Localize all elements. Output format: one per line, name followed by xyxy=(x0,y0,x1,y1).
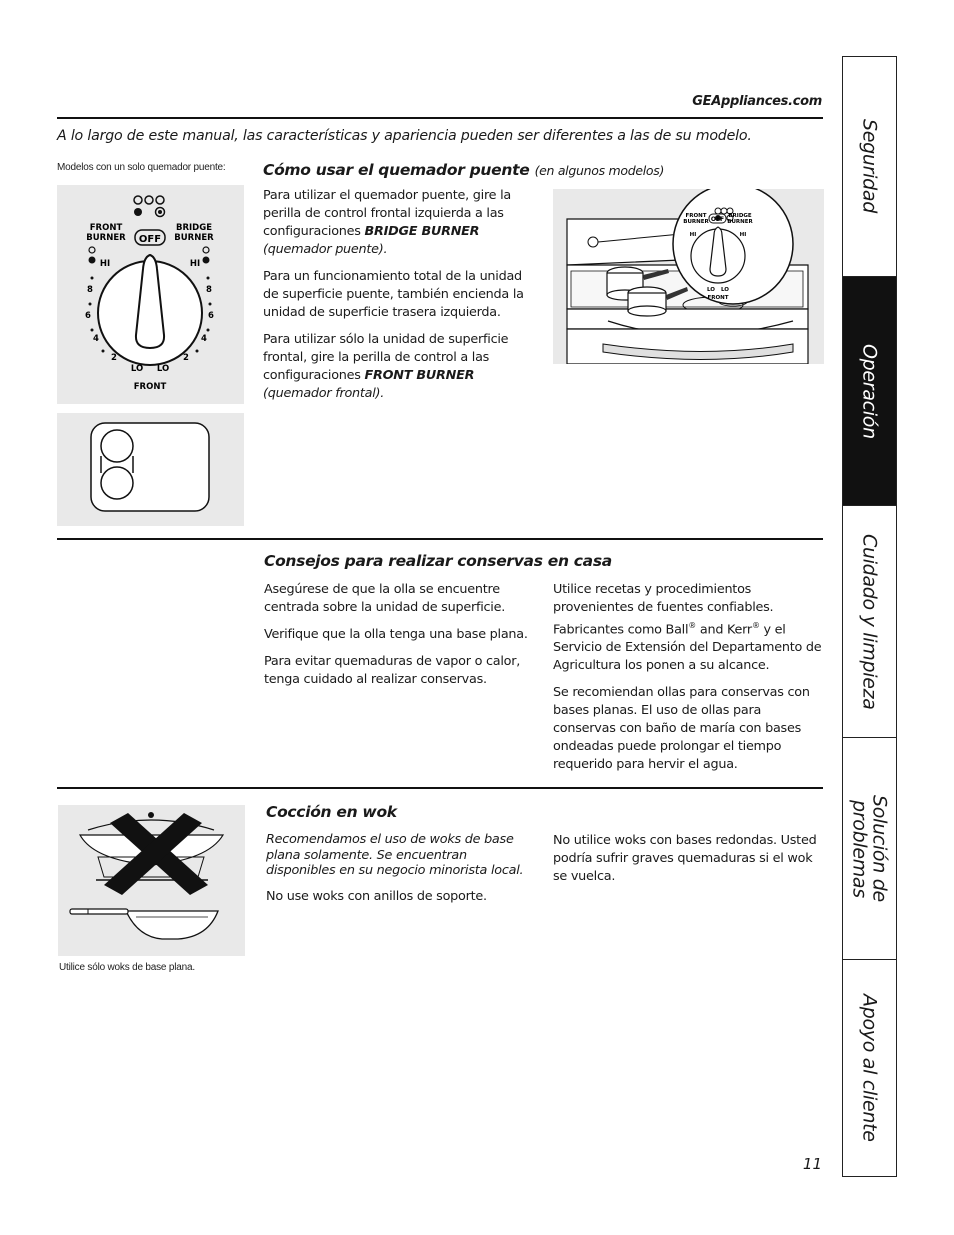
canning-right-1: Utilice recetas y procedimientos provenientes de fuentes confiables. Fabricantes como Ball® and Kerr® y el Servicio de Extensión del Departamento de Agricultura los ponen a su alcance. xyxy=(553,582,822,674)
bridge-burner-label-2: BURNER xyxy=(174,233,214,243)
zoom-lo-left: LO xyxy=(707,287,715,293)
zoom-lo-right: LO xyxy=(721,287,729,293)
bridge-para-3: Para utilizar sólo la unidad de superficie frontal, gire la perilla de control a las configuraciones FRONT BURNER (quemador frontal). xyxy=(263,332,509,401)
tick-8-right: 8 xyxy=(206,285,212,295)
cooktop-element-illustration xyxy=(57,413,244,526)
zoom-bridge-burner-1: BRIDGE xyxy=(728,213,752,219)
zoom-front-burner-2: BURNER xyxy=(683,219,709,225)
page-number: 11 xyxy=(802,1155,822,1173)
bridge-para-2: Para un funcionamiento total de la unidad de superficie puente, también encienda la unidad de superficie trasera izquierda. xyxy=(263,269,524,320)
canning-left-column xyxy=(264,581,536,698)
range-illustration xyxy=(553,189,824,364)
canning-right-column xyxy=(553,581,823,783)
front-label: FRONT xyxy=(133,382,167,392)
models-caption: Modelos con un solo quemador puente: xyxy=(57,162,226,173)
wok-caption: Utilice sólo woks de base plana. xyxy=(59,962,195,973)
tab-cuidado-y-limpieza[interactable]: Cuidado y limpieza xyxy=(843,506,896,738)
zoom-front-label: FRONT xyxy=(707,295,729,301)
tick-8-left: 8 xyxy=(87,285,93,295)
disclaimer: A lo largo de este manual, las características y apariencia pueden ser diferentes a las de su modelo. xyxy=(57,128,752,144)
zoom-hi-left: HI xyxy=(689,232,697,238)
tick-2-left: 2 xyxy=(111,353,117,363)
wok-heading: Cocción en wok xyxy=(266,803,397,821)
bridge-text xyxy=(263,187,535,412)
section-rule-2 xyxy=(57,787,823,789)
canning-left-2: Verifique que la olla tenga una base plana. xyxy=(264,627,528,642)
tick-4-left: 4 xyxy=(93,334,99,344)
wok-para-2: No use woks con anillos de soporte. xyxy=(266,888,487,904)
wok-para-1: Recomendamos el uso de woks de base plana solamente. Se encuentran disponibles en su negocio minorista local. xyxy=(266,832,524,878)
section-rule-1 xyxy=(57,538,823,540)
lo-right-label: LO xyxy=(156,364,170,374)
tick-2-right: 2 xyxy=(183,353,189,363)
canning-left-3: Para evitar quemaduras de vapor o calor, tenga cuidado al realizar conservas. xyxy=(264,654,521,687)
bridge-burner-label-1: BRIDGE xyxy=(175,223,213,233)
hi-right-label: HI xyxy=(189,259,201,269)
site-url: GEAppliances.com xyxy=(692,94,822,109)
wok-right-column xyxy=(553,832,823,895)
bridge-para-1: Para utilizar el quemador puente, gire la perilla de control frontal izquierda a las configuraciones BRIDGE BURNER (quemador puente). xyxy=(263,188,512,257)
zoom-hi-right: HI xyxy=(739,232,747,238)
off-label: OFF xyxy=(138,234,162,245)
wok-para-3: No utilice woks con bases redondas. Usted podría sufrir graves quemaduras si el wok se vuelca. xyxy=(553,833,817,884)
tick-4-right: 4 xyxy=(201,334,207,344)
front-burner-label-1: FRONT xyxy=(89,223,123,233)
front-burner-label-2: BURNER xyxy=(86,233,126,243)
tab-operacion[interactable]: Operación xyxy=(843,277,896,506)
wok-left-column xyxy=(266,832,538,915)
wok-illustration xyxy=(58,805,245,956)
zoom-front-burner-1: FRONT xyxy=(685,213,707,219)
header-rule xyxy=(57,117,823,119)
zoom-bridge-burner-2: BURNER xyxy=(727,219,753,225)
tab-apoyo-al-cliente[interactable]: Apoyo al cliente xyxy=(858,994,881,1142)
zoom-off-label: OFF xyxy=(710,216,725,223)
tab-solucion-de-problemas[interactable]: Solución de problemas xyxy=(843,738,896,960)
canning-heading: Consejos para realizar conservas en casa xyxy=(264,552,612,570)
hi-left-label: HI xyxy=(99,259,111,269)
tab-seguridad[interactable]: Seguridad xyxy=(843,57,896,277)
tick-6-right: 6 xyxy=(208,311,214,321)
side-tab-nav xyxy=(842,56,897,1177)
bridge-heading: Cómo usar el quemador puente (en algunos modelos) xyxy=(263,161,665,179)
knob-illustration xyxy=(57,185,244,404)
lo-left-label: LO xyxy=(130,364,144,374)
canning-left-1: Asegúrese de que la olla se encuentre centrada sobre la unidad de superficie. xyxy=(264,582,506,615)
canning-right-2: Se recomiendan ollas para conservas con bases planas. El uso de ollas para conservas con baño de maría con bases ondeadas puede prolongar el tiempo requerido para hervir el agua. xyxy=(553,685,810,773)
tick-6-left: 6 xyxy=(85,311,91,321)
